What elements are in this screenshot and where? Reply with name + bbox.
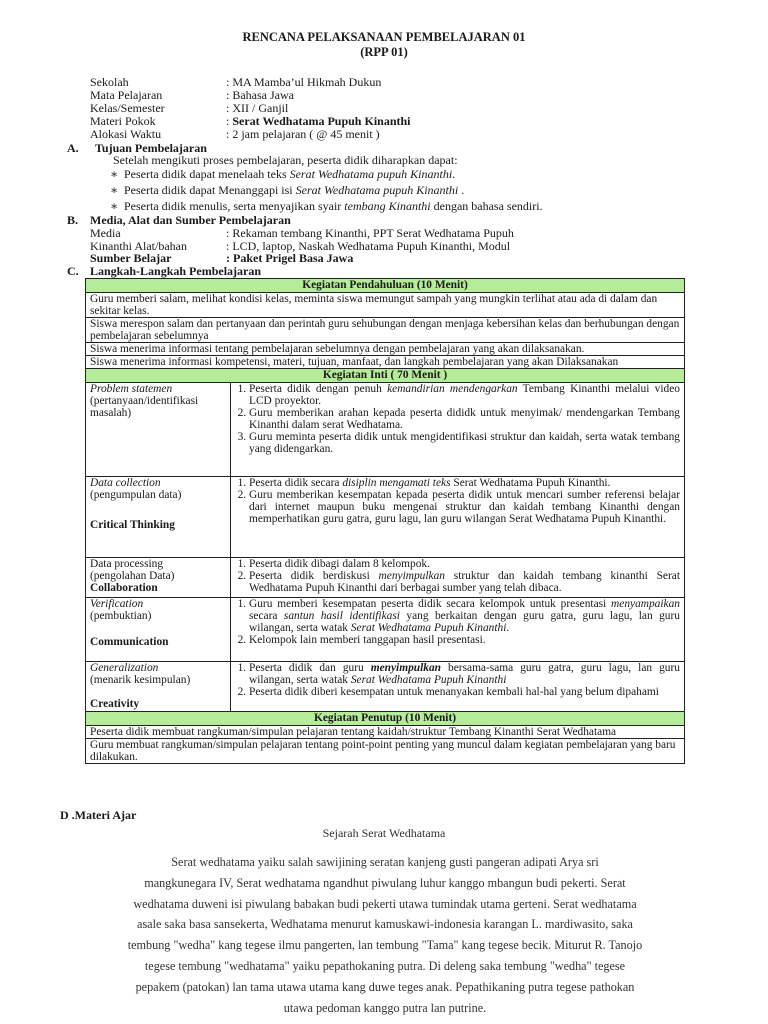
step-item: 1. Peserta didik dengan penuh kemandirian mendengarkan Tembang Kinanthi melalui video LCD proyektor. xyxy=(249,383,680,407)
step-skill: Communication xyxy=(90,636,169,648)
section-a-title: Tujuan Pembelajaran xyxy=(95,141,207,155)
step-label: Data processing xyxy=(90,558,164,570)
table-row xyxy=(86,558,685,598)
step-item: 3. Guru meminta peserta didik untuk mengidentifikasi struktur dan kaidah, serta watak tembang yang didengarkan. xyxy=(249,431,680,455)
objective-item: ∗ Peserta didik menulis, serta menyajikan syair tembang Kinanthi dengan bahasa sendiri. xyxy=(110,199,543,213)
info-value-sekolah: : MA Mamba’ul Hikmah Dukun xyxy=(226,75,382,89)
objective-item: ∗ Peserta didik dapat menelaah teks Serat Wedhatama pupuh Kinanthi. xyxy=(110,167,456,181)
step-content-cell xyxy=(231,598,685,662)
step-label-cell xyxy=(86,477,231,558)
info-label-alokasi: Alokasi Waktu xyxy=(90,127,162,141)
penutup-row: Peserta didik membuat rangkuman/simpulan pelajaran tentang kaidah/struktur Tembang Kinanthi Serat Wedhatama xyxy=(86,726,685,739)
info-value-materi-prefix: : xyxy=(226,114,233,128)
step-sublabel: (pembuktian) xyxy=(90,610,152,622)
paragraph-line: mangkunegara IV, Serat wedhatama ngandhut piwulang luhur kanggo mbangun budi pekerti. Serat xyxy=(144,875,626,890)
step-label: Problem statemen xyxy=(90,383,173,395)
info-value-alokasi: : 2 jam pelajaran ( @ 45 menit ) xyxy=(226,127,380,141)
table-row xyxy=(86,598,685,662)
table-row xyxy=(86,318,685,343)
step-item: 2. Guru memberikan arahan kepada peserta dididk untuk menyimak/ mendengarkan Tembang Kinanthi dalam serat Wedhatama. xyxy=(249,407,680,431)
step-item: 1. Peserta didik secara disiplin mengamati teks Serat Wedhatama Pupuh Kinanthi. xyxy=(249,477,680,489)
media-label: Media xyxy=(90,226,121,240)
step-skill: Critical Thinking xyxy=(90,519,175,531)
table-row xyxy=(86,343,685,356)
table-row xyxy=(86,356,685,369)
table-section-header xyxy=(86,279,685,293)
penutup-row: Guru membuat rangkuman/simpulan pelajaran tentang point-point penting yang muncul dalam kegiatan pembelajaran yang baru dilakukan. xyxy=(86,739,685,764)
pendahuluan-row: Guru memberi salam, melihat kondisi kelas, meminta siswa memungut sampah yang mungkin terlihat atau ada di dalam dan sekitar kelas. xyxy=(86,293,685,318)
step-item: 2. Peserta didik diberi kesempatan untuk menanyakan kembali hal-hal yang belum dipahami xyxy=(249,686,680,698)
section-a-intro: Setelah mengikuti proses pembelajaran, peserta didik diharapkan dapat: xyxy=(113,153,458,167)
step-skill: Collaboration xyxy=(90,582,158,594)
inti-header: Kegiatan Inti ( 70 Menit ) xyxy=(86,369,685,383)
step-item: 2. Guru memberikan kesempatan kepada peserta didik untuk mencari sumber referensi belajar dari internet maupun buku mengenai struktur dan kaidah tembang Kinanthi dengan memperhatikan guru gatra, guru lagu, lan guru wilangan Serat Wedhatama Pupuh Kinanthi. xyxy=(249,489,680,525)
sumber-value: : Paket Prigel Basa Jawa xyxy=(226,251,354,265)
step-skill: Creativity xyxy=(90,698,140,710)
paragraph-line: utawa pedoman kanggo putra lan putrine. xyxy=(283,1000,487,1015)
alat-label: Kinanthi Alat/bahan xyxy=(90,239,187,253)
media-value: : Rekaman tembang Kinanthi, PPT Serat Wedhatama Pupuh xyxy=(226,226,514,240)
asterisk-icon: ∗ xyxy=(110,183,119,197)
info-label-sekolah: Sekolah xyxy=(90,75,129,89)
paragraph-line: tegese tembung "wedhatama" yaiku pepathokaning putra. Di deleng saka tembung "wedha" tegese xyxy=(144,958,626,973)
section-b-title: Media, Alat dan Sumber Pembelajaran xyxy=(90,213,291,227)
step-item: 1. Guru memberi kesempatan peserta didik secara kelompok untuk presentasi menyampaikan secara santun hasil identifikasi yang berkaitan dengan guru gatra, guru lagu, lan guru wilangan, serta watak Serat Wedhatama Pupuh Kinanthi. xyxy=(249,598,680,634)
section-c-title: Langkah-Langkah Pembelajaran xyxy=(90,264,262,278)
paragraph-line: asale saka basa sansekerta, Wedhatama menurut kamuskawi-indonesia karangan L. mardiwasito, saka xyxy=(137,917,633,932)
step-sublabel: (pengolahan Data) xyxy=(90,570,175,582)
table-row xyxy=(86,726,685,739)
step-sublabel: (pertanyaan/identifikasi masalah) xyxy=(90,395,199,419)
step-sublabel: (menarik kesimpulan) xyxy=(90,674,191,686)
table-row xyxy=(86,477,685,558)
step-content-cell xyxy=(231,477,685,558)
section-b-letter: B. xyxy=(67,213,79,227)
step-sublabel: (pengumpulan data) xyxy=(90,489,182,501)
sumber-label: Sumber Belajar xyxy=(90,251,172,265)
table-section-header xyxy=(86,369,685,383)
paragraph-line: Serat wedhatama yaiku salah sawijining seratan kanjeng gusti pangeran adipati Arya sri xyxy=(171,855,599,869)
paragraph-line: tembung "wedha" kang tegese ilmu pangerten, lan tembung "Tama" kang tegese becik. Miturut R. Tanojo xyxy=(127,938,643,953)
penutup-header: Kegiatan Penutup (10 Menit) xyxy=(86,712,685,726)
step-label: Verification xyxy=(90,598,144,610)
section-d-title: D .Materi Ajar xyxy=(60,808,137,822)
step-content-cell xyxy=(231,558,685,598)
step-item: 2. Peserta didik berdiskusi menyimpulkan struktur dan kaidah tembang kinanthi Serat Wedhatama Pupuh Kinanthi dari berbagai sumber yang telah dibaca. xyxy=(249,570,680,594)
info-label-materi: Materi Pokok xyxy=(90,114,156,128)
info-label-kelas: Kelas/Semester xyxy=(90,101,165,115)
paragraph-line: wedhatama duweni isi piwulang babakan budi pekerti utawa tumindak utama gerteni. Serat wedhatama xyxy=(133,896,637,911)
section-c-letter: C. xyxy=(67,264,79,278)
alat-value: : LCD, laptop, Naskah Wedhatama Pupuh Kinanthi, Modul xyxy=(226,239,511,253)
materi-subtitle: Sejarah Serat Wedhatama xyxy=(322,826,446,840)
objective-item: ∗ Peserta didik dapat Menanggapi isi Serat Wedhatama pupuh Kinanthi . xyxy=(110,183,465,197)
step-content-cell xyxy=(231,383,685,477)
step-label-cell xyxy=(86,558,231,598)
table-row xyxy=(86,662,685,712)
learning-steps-table xyxy=(85,278,685,764)
step-label-cell xyxy=(86,662,231,712)
step-label: Generalization xyxy=(90,662,159,674)
step-label: Data collection xyxy=(90,477,161,489)
asterisk-icon: ∗ xyxy=(110,199,119,213)
step-item: 1. Peserta didik dibagi dalam 8 kelompok. xyxy=(249,558,680,570)
pendahuluan-row: Siswa menerima informasi tentang pembelajaran sebelumnya dengan pembelajaran yang akan dilaksanakan. xyxy=(86,343,685,356)
pendahuluan-header: Kegiatan Pendahuluan (10 Menit) xyxy=(86,279,685,293)
pendahuluan-row: Siswa menerima informasi kompetensi, materi, tujuan, manfaat, dan langkah pembelajaran yang akan Dilaksanakan xyxy=(86,356,685,369)
info-value-mapel: : Bahasa Jawa xyxy=(226,88,294,102)
section-a-letter: A. xyxy=(67,141,79,155)
materi-paragraph xyxy=(80,852,690,1018)
pendahuluan-row: Siswa merespon salam dan pertanyaan dan perintah guru sehubungan dengan menjaga kebersihan kelas dan berhubungan dengan pembelajaran sebelumnya xyxy=(86,318,685,343)
step-item: 2. Kelompok lain memberi tanggapan hasil presentasi. xyxy=(249,634,680,646)
step-label-cell xyxy=(86,383,231,477)
info-label-mapel: Mata Pelajaran xyxy=(90,88,163,102)
document-title: RENCANA PELAKSANAAN PEMBELAJARAN 01 xyxy=(242,30,526,44)
table-row xyxy=(86,383,685,477)
info-value-kelas: : XII / Ganjil xyxy=(226,101,289,115)
step-item: 1. Peserta didik dan guru menyimpulkan bersama-sama guru gatra, guru lagu, lan guru wilangan, serta watak Serat Wedhatama Pupuh Kinanthi xyxy=(249,662,680,686)
table-row xyxy=(86,293,685,318)
table-section-header xyxy=(86,712,685,726)
step-content-cell xyxy=(231,662,685,712)
step-label-cell xyxy=(86,598,231,662)
info-value-materi-bold: Serat Wedhatama Pupuh Kinanthi xyxy=(232,114,411,128)
asterisk-icon: ∗ xyxy=(110,167,119,181)
document-subtitle: (RPP 01) xyxy=(360,45,408,59)
table-row xyxy=(86,739,685,764)
paragraph-line: pepakem (patokan) lan tama utawa utama kang duwe teges anak. Pepathikaning putra tegese pathokan xyxy=(135,979,635,994)
